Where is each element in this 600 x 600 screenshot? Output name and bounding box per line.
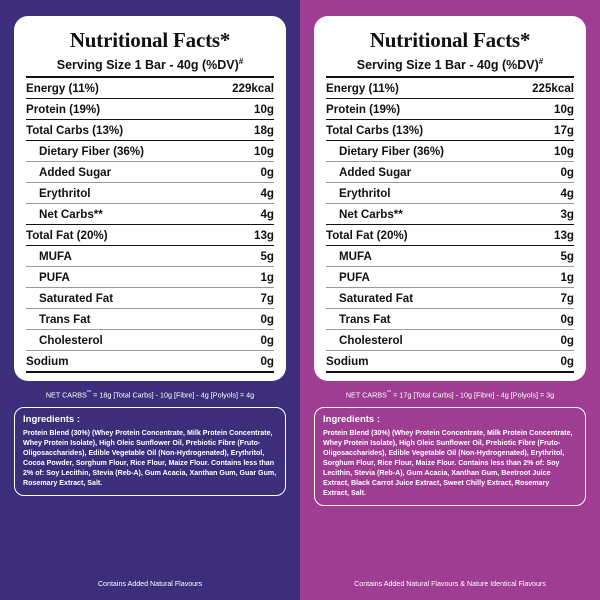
row-label: Sodium xyxy=(326,351,509,373)
row-label: Protein (19%) xyxy=(326,99,509,120)
panel-right xyxy=(300,0,600,600)
row-label: Erythritol xyxy=(326,183,509,204)
row-value: 10g xyxy=(209,141,274,162)
row-label: Erythritol xyxy=(26,183,209,204)
row-value: 10g xyxy=(209,99,274,120)
net-carbs-note-text-right: = 17g [Total Carbs] - 10g [Fibre] - 4g [Polyols] = 3g xyxy=(391,390,555,400)
row-value: 1g xyxy=(209,267,274,288)
table-row xyxy=(326,288,574,309)
table-row xyxy=(26,225,274,246)
row-label: Dietary Fiber (36%) xyxy=(326,141,509,162)
row-label: Net Carbs** xyxy=(326,204,509,225)
row-value: 7g xyxy=(209,288,274,309)
row-value: 4g xyxy=(509,183,574,204)
net-carbs-note-prefix-left: NET CARBS xyxy=(45,390,87,400)
row-value: 4g xyxy=(209,183,274,204)
table-row xyxy=(326,330,574,351)
table-row xyxy=(26,288,274,309)
row-label: PUFA xyxy=(26,267,209,288)
net-carbs-note-prefix-right: NET CARBS xyxy=(345,390,387,400)
table-row xyxy=(26,141,274,162)
row-label: Added Sugar xyxy=(26,162,209,183)
row-label: Trans Fat xyxy=(326,309,509,330)
row-value: 0g xyxy=(509,351,574,373)
row-label: Sodium xyxy=(26,351,209,373)
row-label: Net Carbs** xyxy=(26,204,209,225)
row-value: 225kcal xyxy=(509,78,574,99)
ingredients-card-right xyxy=(314,407,586,506)
table-row xyxy=(26,246,274,267)
row-value: 18g xyxy=(209,120,274,141)
row-value: 13g xyxy=(509,225,574,246)
row-label: MUFA xyxy=(326,246,509,267)
ingredients-title-left: Ingredients : xyxy=(23,413,81,425)
net-carbs-note-sup-left: ** xyxy=(86,390,92,397)
nutrition-table-left xyxy=(26,78,274,373)
ingredients-title-right: Ingredients : xyxy=(323,413,381,425)
table-row xyxy=(326,120,574,141)
ingredients-body-left: Protein Blend (30%) (Whey Protein Concentrate, Milk Protein Concentrate, Whey Protein Isolate), High Oleic Sunflower Oil, Prebiotic Fibre (Fruto-Oligosaccharides), Edible Vegetable Oil (Non-Hydrogenated), Erythritol, Cocoa Powder, Sorghum Flour, Rice Flour, Maize Flour. Contains less than 2% of: Soy Lecithin, Stevia (Reb-A), Gum Acacia, Xanthan Gum, Guar Gum, Rosemary Extract, Salt. xyxy=(23,428,277,487)
row-label: Saturated Fat xyxy=(326,288,509,309)
table-row xyxy=(326,246,574,267)
row-value: 229kcal xyxy=(209,78,274,99)
table-row xyxy=(26,309,274,330)
row-label: Total Carbs (13%) xyxy=(326,120,509,141)
ingredients-card-left xyxy=(14,407,286,496)
row-label: Trans Fat xyxy=(26,309,209,330)
table-row xyxy=(326,225,574,246)
table-row xyxy=(26,183,274,204)
row-label: Total Carbs (13%) xyxy=(26,120,209,141)
row-value: 17g xyxy=(509,120,574,141)
table-row xyxy=(26,351,274,373)
nutritional-facts-card-right xyxy=(314,16,586,381)
row-label: Energy (11%) xyxy=(26,78,209,99)
row-value: 0g xyxy=(509,330,574,351)
row-value: 10g xyxy=(509,99,574,120)
row-value: 0g xyxy=(209,309,274,330)
net-carbs-note-text-left: = 18g [Total Carbs] - 10g [Fibre] - 4g [Polyols] = 4g xyxy=(91,390,255,400)
row-value: 0g xyxy=(209,351,274,373)
row-label: Energy (11%) xyxy=(326,78,509,99)
row-label: Dietary Fiber (36%) xyxy=(26,141,209,162)
table-row xyxy=(26,204,274,225)
serving-size-sup-left: # xyxy=(238,57,244,66)
row-value: 0g xyxy=(509,162,574,183)
table-row xyxy=(26,330,274,351)
row-label: Cholesterol xyxy=(26,330,209,351)
serving-size-right xyxy=(326,57,574,78)
table-row xyxy=(326,162,574,183)
net-carbs-note-sup-right: ** xyxy=(386,390,392,397)
nutrition-table-right xyxy=(326,78,574,373)
row-label: MUFA xyxy=(26,246,209,267)
row-label: Protein (19%) xyxy=(26,99,209,120)
footer-note-left: Contains Added Natural Flavours xyxy=(97,580,203,588)
nutritional-facts-card-left xyxy=(14,16,286,381)
facts-title-left: Nutritional Facts* xyxy=(69,28,231,52)
row-value: 5g xyxy=(509,246,574,267)
row-label: Cholesterol xyxy=(326,330,509,351)
serving-size-sup-right: # xyxy=(538,57,544,66)
ingredients-body-right: Protein Blend (30%) (Whey Protein Concentrate, Milk Protein Concentrate, Whey Protein Isolate), High Oleic Sunflower Oil, Prebiotic Fibre (Fruto-Oligosaccharides), Edible Vegetable Oil (Non-Hydrogenated), Erythritol, Sorghum Flour, Rice Flour, Maize Flour. Contains less than 2% of: Soy Lecithin, Stevia (Reb-A), Gum Acacia, Xanthan Gum, Beetroot Juice Extract, Black Carrot Juice Extract, Sweet Chilly Extract, Rosemary Extract, Salt. xyxy=(323,428,573,497)
row-label: Total Fat (20%) xyxy=(326,225,509,246)
net-carbs-note-left xyxy=(16,390,284,399)
table-row xyxy=(326,183,574,204)
row-label: PUFA xyxy=(326,267,509,288)
serving-size-left xyxy=(26,57,274,78)
table-row xyxy=(326,204,574,225)
table-row xyxy=(326,99,574,120)
row-value: 7g xyxy=(509,288,574,309)
row-value: 0g xyxy=(209,330,274,351)
row-value: 0g xyxy=(509,309,574,330)
row-value: 1g xyxy=(509,267,574,288)
table-row xyxy=(326,141,574,162)
row-label: Saturated Fat xyxy=(26,288,209,309)
serving-size-text-left: Serving Size 1 Bar - 40g (%DV) xyxy=(56,58,239,73)
table-row xyxy=(26,162,274,183)
table-row xyxy=(26,267,274,288)
row-value: 0g xyxy=(209,162,274,183)
row-value: 4g xyxy=(209,204,274,225)
row-label: Total Fat (20%) xyxy=(26,225,209,246)
row-value: 13g xyxy=(209,225,274,246)
row-value: 10g xyxy=(509,141,574,162)
table-row xyxy=(26,78,274,99)
row-value: 5g xyxy=(209,246,274,267)
net-carbs-note-right xyxy=(316,390,584,399)
footer-note-right: Contains Added Natural Flavours & Nature Identical Flavours xyxy=(354,580,546,588)
table-row xyxy=(26,120,274,141)
table-row xyxy=(326,309,574,330)
table-row xyxy=(326,78,574,99)
row-value: 3g xyxy=(509,204,574,225)
facts-title-right: Nutritional Facts* xyxy=(369,28,531,52)
table-row xyxy=(326,267,574,288)
row-label: Added Sugar xyxy=(326,162,509,183)
table-row xyxy=(26,99,274,120)
serving-size-text-right: Serving Size 1 Bar - 40g (%DV) xyxy=(356,58,539,73)
table-row xyxy=(326,351,574,373)
